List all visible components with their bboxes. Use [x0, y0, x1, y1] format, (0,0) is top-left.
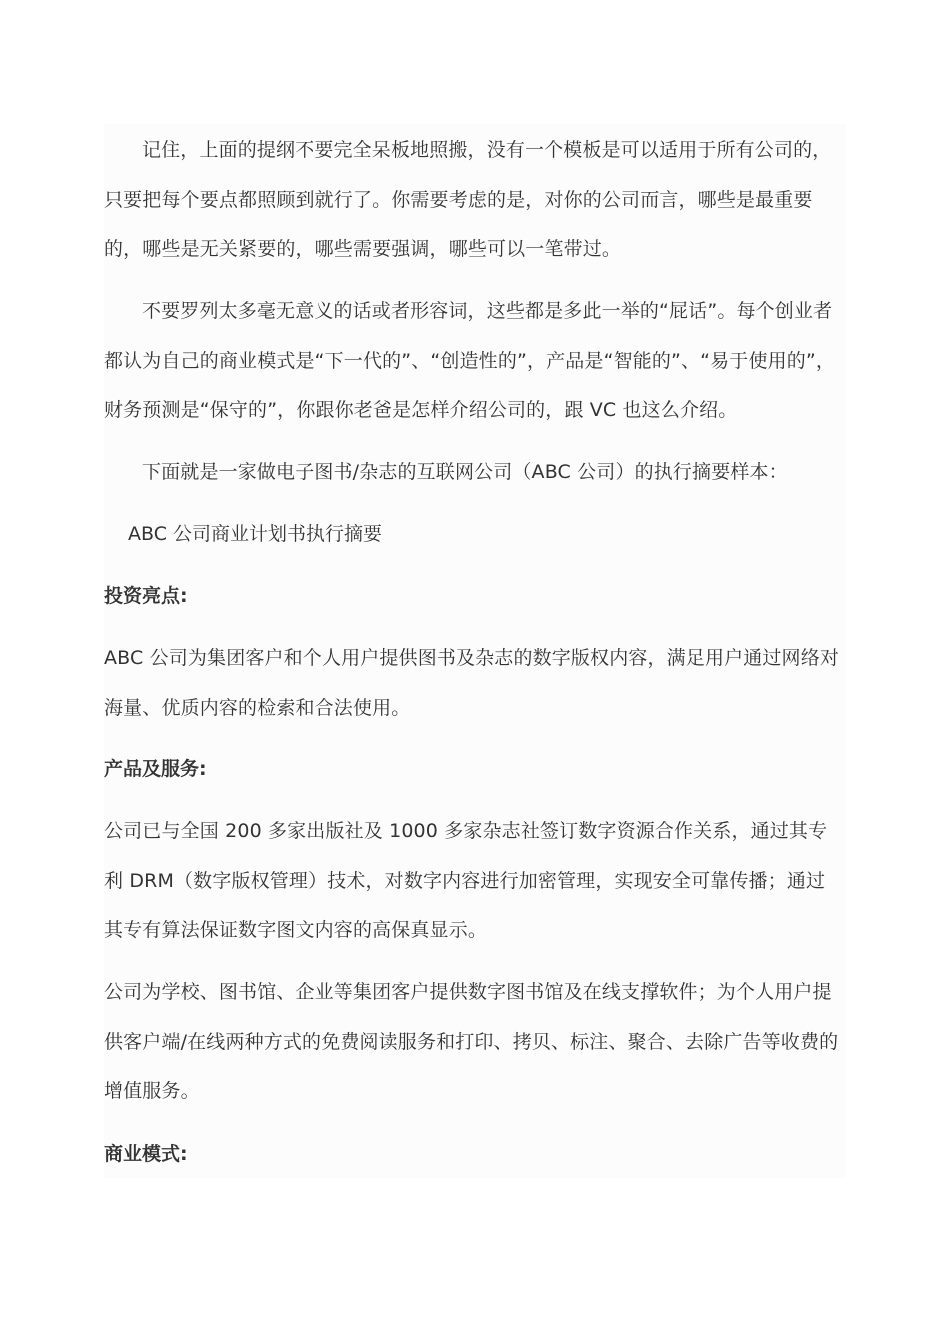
heading-investment-highlights: 投资亮点:	[104, 585, 188, 607]
paragraph-outline-advice: 记住，上面的提纲不要完全呆板地照搬，没有一个模板是可以适用于所有公司的，只要把每个要点都照顾到就行了。你需要考虑的是，对你的公司而言，哪些是最重要的，哪些是无关紧要的，哪些需要强调，哪些可以一笔带过。	[104, 139, 832, 260]
paragraph-sample-intro: 下面就是一家做电子图书/杂志的互联网公司（ABC 公司）的执行摘要样本：	[142, 461, 788, 483]
paragraph-investment-highlights: ABC 公司为集团客户和个人用户提供图书及杂志的数字版权内容，满足用户通过网络对海量、优质内容的检索和合法使用。	[104, 647, 840, 719]
sample-title: ABC 公司商业计划书执行摘要	[128, 523, 383, 545]
paragraph-avoid-filler: 不要罗列太多毫无意义的话或者形容词，这些都是多此一举的“屁话”。每个创业者都认为自己的商业模式是“下一代的”、“创造性的”，产品是“智能的”、“易于使用的”，财务预测是“保守的”，你跟你老爸是怎样介绍公司的，跟 VC 也这么介绍。	[104, 300, 836, 421]
heading-products-services: 产品及服务:	[104, 758, 207, 780]
paragraph-products-services-1: 公司已与全国 200 多家出版社及 1000 多家杂志社签订数字资源合作关系，通过其专利 DRM（数字版权管理）技术，对数字内容进行加密管理，实现安全可靠传播；通过其专有算法保证数字图文内容的高保真显示。	[104, 820, 828, 941]
paragraph-products-services-2: 公司为学校、图书馆、企业等集团客户提供数字图书馆及在线支撑软件；为个人用户提供客户端/在线两种方式的免费阅读服务和打印、拷贝、标注、聚合、去除广告等收费的增值服务。	[104, 981, 839, 1102]
heading-business-model: 商业模式:	[104, 1143, 188, 1165]
